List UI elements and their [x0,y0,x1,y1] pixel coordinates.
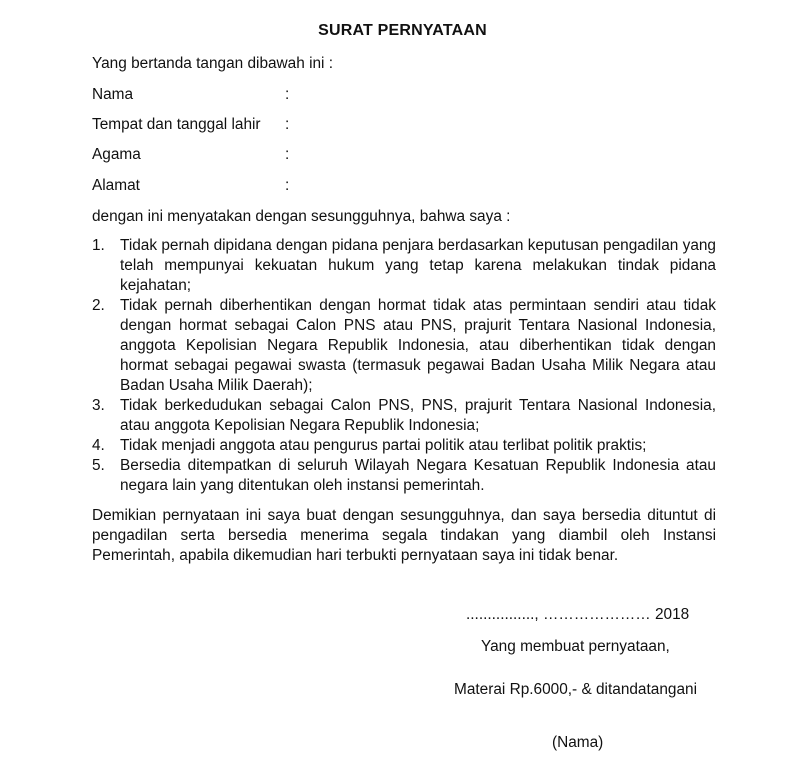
list-item-text: Tidak berkedudukan sebagai Calon PNS, PNS, prajurit Tentara Nasional Indonesia, atau anggota Kepolisian Negara Republik Indonesia; [120,397,716,434]
list-item-text: Bersedia ditempatkan di seluruh Wilayah Negara Kesatuan Republik Indonesia atau negara lain yang ditentukan oleh instansi pemerintah. [120,457,716,494]
list-item-number: 4. [92,437,105,454]
list-item-text: Tidak pernah dipidana dengan pidana penjara berdasarkan keputusan pengadilan yang telah mempunyai kekuatan hukum yang tetap karena melakukan tindak pidana kejahatan; [120,237,716,294]
field-colon-tempat-tanggal-lahir: : [285,116,290,133]
field-label-alamat: Alamat [92,177,140,194]
signature-maker-label: Yang membuat pernyataan, [481,638,670,655]
statement-list [92,236,716,496]
list-item-number: 3. [92,397,105,414]
signature-name-placeholder: (Nama) [552,734,604,751]
list-item [92,436,716,456]
signature-stamp-note: Materai Rp.6000,- & ditandatangani [454,681,697,698]
document-title: SURAT PERNYATAAN [318,22,487,39]
statement-intro: dengan ini menyatakan dengan sesungguhnya, bahwa saya : [92,208,511,225]
list-item-number: 2. [92,297,105,314]
list-item-text: Tidak menjadi anggota atau pengurus partai politik atau terlibat politik praktis; [120,437,647,454]
list-item [92,236,716,296]
list-item-number: 5. [92,457,105,474]
field-colon-alamat: : [285,177,290,194]
list-item [92,296,716,396]
list-item [92,396,716,436]
field-label-tempat-tanggal-lahir: Tempat dan tanggal lahir [92,116,261,133]
closing-paragraph: Demikian pernyataan ini saya buat dengan sesungguhnya, dan saya bersedia dituntut di pengadilan serta bersedia menerima segala tindakan yang diambil oleh Instansi Pemerintah, apabila dikemudian hari terbukti pernyataan saya ini tidak benar. [92,507,716,564]
signature-date-line: ................, ………………… 2018 [466,606,690,623]
intro-text: Yang bertanda tangan dibawah ini : [92,55,334,72]
list-item-number: 1. [92,237,105,254]
field-label-nama: Nama [92,86,134,103]
field-colon-nama: : [285,86,290,103]
field-colon-agama: : [285,146,290,163]
list-item-text: Tidak pernah diberhentikan dengan hormat tidak atas permintaan sendiri atau tidak dengan hormat sebagai Calon PNS atau PNS, prajurit Tentara Nasional Indonesia, anggota Kepolisian Negara Republik Indonesia, atau diberhentikan tidak dengan hormat sebagai pegawai swasta (termasuk pegawai Badan Usaha Milik Negara atau Badan Usaha Milik Daerah); [120,297,716,394]
list-item [92,456,716,496]
field-label-agama: Agama [92,146,141,163]
